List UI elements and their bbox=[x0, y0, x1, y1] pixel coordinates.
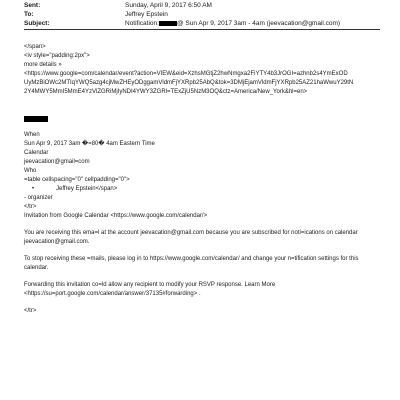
event-url-line-2[interactable]: UyMzBiOWc2MTIqYWQ5azg4cjMwZHEyODggamVldmFjYXRpb25AbQ&tok=3DMjEjamVldmFjYXRpb25AZ21haWwuY29tN bbox=[24, 80, 354, 86]
when-value: Sun Apr 9, 2017 3am �=80� 4am Eastern Time bbox=[24, 141, 155, 147]
who-attendee bbox=[24, 185, 384, 194]
sent-row bbox=[24, 1, 394, 10]
organizer-text: - organizer bbox=[24, 195, 53, 201]
sent-value: Sunday, April 9, 2017 6:50 AM bbox=[125, 2, 212, 9]
table-tag-line: =table cellspacing="0" cellpadding="0"> bbox=[24, 177, 130, 183]
subject-prefix: Notification: bbox=[125, 20, 159, 27]
subject-row bbox=[24, 19, 394, 28]
stop-paragraph: To stop receiving these =mails, please log in to https://www.google.com/calendar/ and change your n=tification settings for this calendar. bbox=[24, 256, 359, 271]
attendee-name: Jeffrey Epstein</span> bbox=[56, 186, 118, 192]
event-url-line-3[interactable]: 2Y4MWY5MmI5MmE4YzVlZGRiMjIyNDI4YWY3ZGRl=TExZjU5NzM3OQ&ctz=America/New_York&hl=en> bbox=[24, 89, 308, 95]
sent-label: Sent: bbox=[24, 2, 41, 9]
calendar-label: Calendar bbox=[24, 150, 49, 156]
who-label: Who bbox=[24, 168, 37, 174]
subject-suffix: @ Sun Apr 9, 2017 3am - 4am (jeevacation@gmail.com) bbox=[176, 20, 341, 27]
tr-close-1: </tr> bbox=[24, 204, 37, 210]
when-label: When bbox=[24, 132, 40, 138]
subject-value bbox=[125, 19, 340, 28]
tr-close-2: </tr> bbox=[24, 308, 37, 314]
calendar-value: jeevacation@gmail=com bbox=[24, 159, 90, 165]
body-line-div: <iv style="padding:2px"> bbox=[24, 53, 90, 59]
to-label: To: bbox=[24, 11, 34, 18]
subject-label: Subject: bbox=[24, 20, 50, 27]
to-row bbox=[24, 10, 394, 19]
more-details-link[interactable]: more details » bbox=[24, 62, 62, 68]
bullet-icon: • bbox=[31, 186, 35, 192]
invitation-line[interactable]: Invitation from Google Calendar <https://www.google.com/calendar/> bbox=[24, 213, 208, 219]
receiving-paragraph: You are receiving this ema=l at the account jeevacation@gmail.com because you are subscribed for noti=ications on calendar jeevacation@gmail.com. bbox=[24, 230, 358, 245]
to-value: Jeffrey Epstein bbox=[125, 11, 168, 18]
event-title-redaction bbox=[24, 116, 48, 122]
event-url-line-1[interactable]: <https://www.google=com/calendar/event?action=VIEW&eid=XzhsMGtjZ2hwNmgxa2FiYTY4b3JrOGI=azhnb2s4YmExOD bbox=[24, 71, 348, 77]
forwarding-paragraph: Forwarding this invitation co=ld allow any recipient to modify your RSVP response. Learn More <https://su=port.google.com/calendar/answer/37135#forwarding> . bbox=[24, 282, 276, 297]
body-line-span-close: </span> bbox=[24, 44, 46, 50]
header-divider bbox=[24, 29, 380, 30]
subject-redaction bbox=[159, 21, 177, 26]
